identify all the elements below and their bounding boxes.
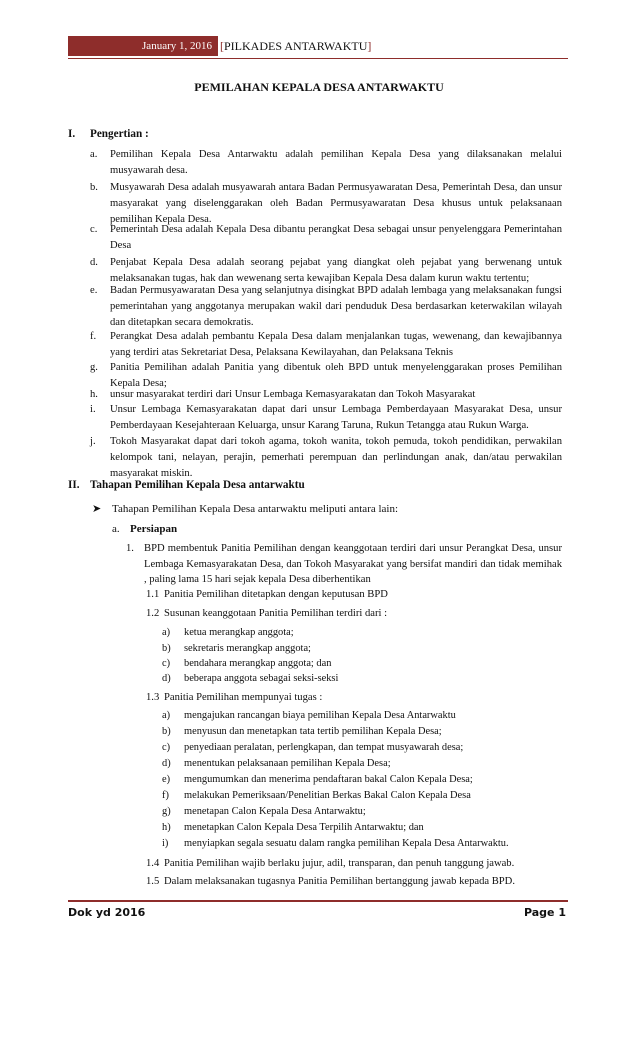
list-marker: b): [162, 643, 171, 654]
sub-point-number: 1.3: [146, 692, 160, 703]
header-title: [PILKADES ANTARWAKTU]: [220, 39, 372, 53]
list-item: [162, 643, 311, 654]
item-text: Badan Permusyawaratan Desa yang selanjutnya disingkat BPD adalah lembaga yang melaksanakan fungsi pemerintahan yang anggotanya merupakan wakil dari penduduk Desa berdasarkan keterwakilan wilayah dan ditetapkan secara demokratis.: [110, 285, 562, 328]
list-marker: d): [162, 673, 171, 684]
item-letter: i.: [90, 404, 96, 415]
list-item: [162, 838, 509, 849]
list-item: [162, 658, 331, 669]
subsection-title: Persiapan: [130, 523, 178, 535]
list-marker: c): [162, 658, 171, 669]
list-text: penyediaan peralatan, perlengkapan, dan tempat musyawarah desa;: [184, 742, 464, 753]
list-item: [162, 627, 294, 638]
list-text: ketua merangkap anggota;: [184, 627, 294, 638]
header-date: January 1, 2016: [68, 36, 218, 56]
item-text: Pemerintah Desa adalah Kepala Desa dibantu perangkat Desa sebagai unsur penyelenggara Pemerintahan Desa: [110, 224, 562, 251]
header-title-text: PILKADES ANTARWAKTU: [224, 39, 368, 53]
list-marker: c): [162, 742, 171, 753]
footer-rule: [68, 900, 568, 902]
item-text: unsur masyarakat terdiri dari Unsur Lembaga Kemasyarakatan dan Tokoh Masyarakat: [110, 389, 476, 400]
list-item: [162, 742, 463, 753]
sub-point: [146, 608, 387, 619]
list-marker: a): [162, 627, 171, 638]
sub-point: [146, 589, 388, 600]
item-text: Unsur Lembaga Kemasyarakatan dapat dari unsur Lembaga Pemberdayaan Masyarakat Desa, unsur Pemberdayaan Kesejahteraan Keluarga, unsur Karang Taruna, Rukun Tetangga atau Rukun Warga.: [110, 404, 562, 431]
sub-point-number: 1.2: [146, 608, 160, 619]
footer-page-number: Page 1: [523, 906, 566, 919]
section-number: II.: [68, 479, 80, 491]
item-text: Tokoh Masyarakat dapat dari tokoh agama, tokoh wanita, tokoh pemuda, tokoh pendidikan, perwakilan kelompok tani, nelayan, perajin, pemerhati perempuan dan perlindungan anak, dan/atau perwakilan masyarakat miskin.: [110, 436, 562, 479]
list-text: bendahara merangkap anggota; dan: [184, 658, 332, 669]
list-marker: i): [162, 838, 169, 849]
sub-point-text: Panitia Pemilihan wajib berlaku jujur, adil, transparan, dan penuh tanggung jawab.: [164, 858, 515, 869]
item-text: Perangkat Desa adalah pembantu Kepala Desa dalam menjalankan tugas, wewenang, dan kewajibannya yang terdiri atas Sekretariat Desa, Pelaksana Kewilayahan, dan Pelaksana Teknis: [110, 331, 562, 358]
footer-doc-label: Dok yd 2016: [68, 906, 146, 919]
sub-point-text: Dalam melaksanakan tugasnya Panitia Pemilihan bertanggung jawab kepada BPD.: [164, 876, 515, 887]
sub-point-text: Susunan keanggotaan Panitia Pemilihan terdiri dari :: [164, 608, 388, 619]
sub-point: [146, 876, 515, 887]
header-rule: [68, 58, 568, 59]
list-marker: b): [162, 726, 171, 737]
list-marker: e): [162, 774, 171, 785]
item-letter: e.: [90, 285, 98, 296]
item-letter: g.: [90, 362, 98, 373]
list-text: beberapa anggota sebagai seksi-seksi: [184, 673, 339, 684]
bullet-text: Tahapan Pemilihan Kepala Desa antarwaktu meliputi antara lain:: [112, 503, 399, 515]
list-item: [162, 710, 456, 721]
item-text: Panitia Pemilihan adalah Panitia yang dibentuk oleh BPD untuk menyelenggarakan proses Pemilihan Kepala Desa;: [110, 362, 562, 389]
arrow-bullet-icon: ➤: [92, 503, 102, 515]
item-letter: c.: [90, 224, 98, 235]
list-marker: f): [162, 790, 169, 801]
item-text: Musyawarah Desa adalah musyawarah antara Badan Permusyawaratan Desa, Pemerintah Desa, dan unsur masyarakat yang diselenggarakan oleh Badan Permusyawaratan Desa khusus untuk pelaksanaan pemilihan Kepala Desa.: [110, 182, 562, 225]
sub-point-text: Panitia Pemilihan ditetapkan dengan keputusan BPD: [164, 589, 388, 600]
point-text: BPD membentuk Panitia Pemilihan dengan keanggotaan terdiri dari unsur Perangkat Desa, unsur Lembaga Kemasyarakatan Desa, dan Tokoh Masyarakat yang bersifat mandiri dan tidak memihak , paling lama 15 hari sejak kepala Desa diberhentikan: [144, 543, 562, 585]
item-letter: a.: [90, 149, 98, 160]
sub-point-number: 1.4: [146, 858, 160, 869]
list-text: menyusun dan menetapkan tata tertib pemilihan Kepala Desa;: [184, 726, 442, 737]
list-item: [162, 774, 473, 785]
list-text: melakukan Pemeriksaan/Penelitian Berkas Bakal Calon Kepala Desa: [184, 790, 471, 801]
list-text: mengajukan rancangan biaya pemilihan Kepala Desa Antarwaktu: [184, 710, 456, 721]
section-number: I.: [68, 128, 76, 140]
list-text: mengumumkan dan menerima pendaftaran bakal Calon Kepala Desa;: [184, 774, 473, 785]
list-marker: h): [162, 822, 171, 833]
section-title: Tahapan Pemilihan Kepala Desa antarwaktu: [90, 479, 305, 491]
sub-point: [146, 692, 322, 703]
item-letter: h.: [90, 389, 98, 400]
item-letter: d.: [90, 257, 98, 268]
list-text: menentukan pelaksanaan pemilihan Kepala Desa;: [184, 758, 391, 769]
list-text: menetapan Calon Kepala Desa Antarwaktu;: [184, 806, 366, 817]
list-item: [162, 790, 471, 801]
sub-point-number: 1.1: [146, 589, 160, 600]
list-item: [162, 673, 338, 684]
section-title: Pengertian :: [90, 128, 149, 140]
item-letter: b.: [90, 182, 98, 193]
list-item: [162, 758, 391, 769]
item-letter: j.: [90, 436, 96, 447]
list-text: sekretaris merangkap anggota;: [184, 643, 311, 654]
list-marker: d): [162, 758, 171, 769]
list-text: menyiapkan segala sesuatu dalam rangka pemilihan Kepala Desa Antarwaktu.: [184, 838, 509, 849]
sub-point-text: Panitia Pemilihan mempunyai tugas :: [164, 692, 323, 703]
subsection-letter: a.: [112, 523, 120, 535]
document-title: PEMILAHAN KEPALA DESA ANTARWAKTU: [194, 80, 444, 94]
point-number: 1.: [126, 543, 134, 554]
item-text: Pemilihan Kepala Desa Antarwaktu adalah pemilihan Kepala Desa yang dilaksanakan melalui musyawarah desa.: [110, 149, 562, 176]
sub-point-number: 1.5: [146, 876, 160, 887]
list-item: [162, 726, 442, 737]
list-marker: g): [162, 806, 171, 817]
item-text: Penjabat Kepala Desa adalah seorang pejabat yang diangkat oleh pejabat yang berwenang untuk melaksanakan tugas, hak dan wewenang serta kewajiban Kepala Desa dalam kurun waktu tertentu;: [110, 257, 562, 284]
sub-point: [146, 858, 514, 869]
list-marker: a): [162, 710, 171, 721]
item-letter: f.: [90, 331, 97, 342]
list-item: [162, 822, 424, 833]
list-text: menetapkan Calon Kepala Desa Terpilih Antarwaktu; dan: [184, 822, 424, 833]
list-item: [162, 806, 366, 817]
